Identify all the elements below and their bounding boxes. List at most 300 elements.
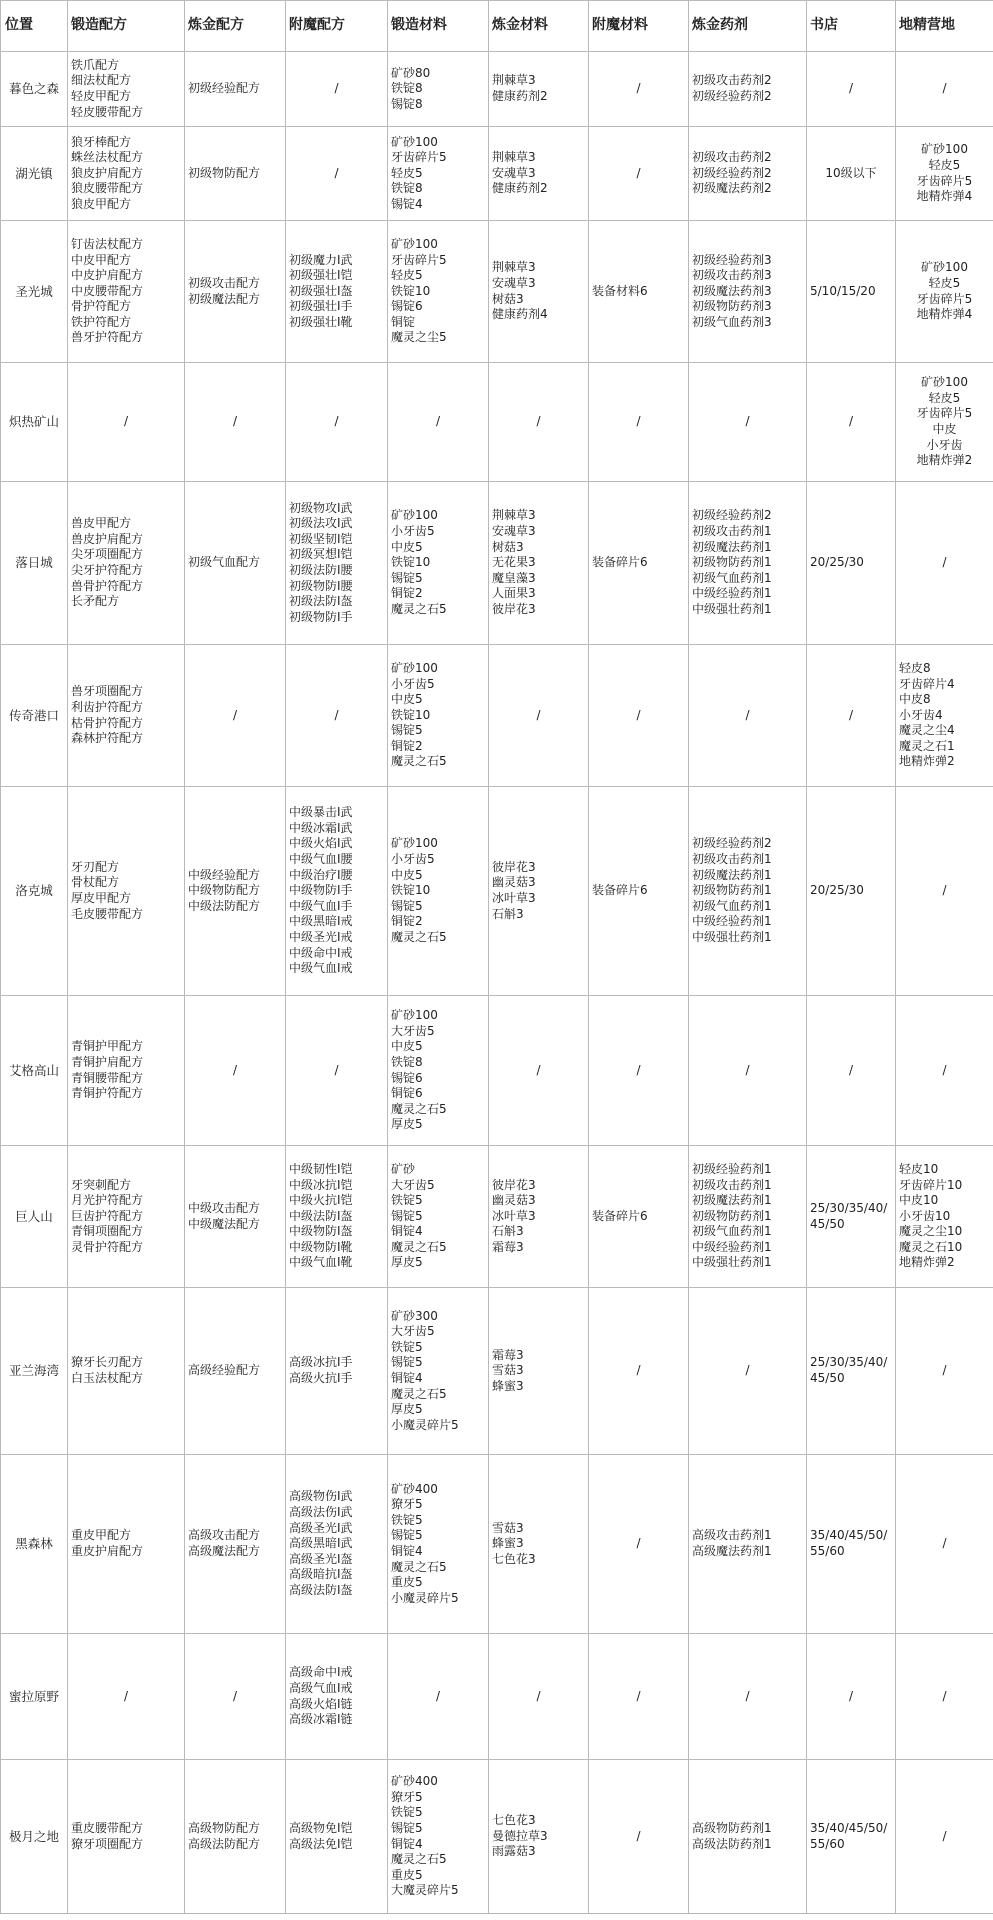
alchemy-recipe-cell bbox=[185, 221, 286, 363]
cell-line: 中级治疗I腰 bbox=[289, 867, 353, 882]
alchemy-potion-cell bbox=[689, 127, 807, 221]
cell-line: / bbox=[636, 1828, 641, 1843]
cell-line: 轻皮10 bbox=[899, 1161, 939, 1176]
cell-line: 初级魔力I武 bbox=[289, 252, 353, 267]
enchant-material-cell bbox=[589, 1634, 689, 1760]
cell-line: 铁锭5 bbox=[391, 1193, 423, 1208]
cell-line: 高级黑暗I武 bbox=[289, 1536, 353, 1551]
cell-line: 骨护符配方 bbox=[71, 299, 132, 314]
alchemy-material-cell bbox=[489, 1760, 589, 1914]
cell-line: / bbox=[942, 1536, 947, 1551]
cell-line: 重皮护肩配方 bbox=[71, 1544, 144, 1558]
location-cell: 蜜拉原野 bbox=[1, 1634, 68, 1760]
cell-line: 狼牙棒配方 bbox=[71, 134, 132, 149]
forge-material-cell bbox=[388, 482, 489, 645]
cell-line: 巨齿护符配方 bbox=[71, 1208, 144, 1223]
bookstore-cell bbox=[807, 52, 896, 127]
cell-line: 初级攻击配方 bbox=[188, 275, 261, 290]
cell-line: 高级魔法配方 bbox=[188, 1544, 261, 1558]
cell-line: 20/25/30 bbox=[810, 883, 864, 898]
bookstore-cell bbox=[807, 127, 896, 221]
location-cell: 洛克城 bbox=[1, 787, 68, 996]
cell-line: 锡锭5 bbox=[391, 570, 423, 585]
cell-line: / bbox=[232, 707, 238, 722]
cell-line: 曼德拉草3 bbox=[492, 1828, 548, 1843]
cell-line: 七色花3 bbox=[492, 1813, 536, 1828]
cell-line: 牙齿碎片5 bbox=[916, 173, 973, 188]
alchemy-material-cell bbox=[489, 1455, 589, 1634]
cell-line: 初级经验药剂2 bbox=[692, 165, 772, 180]
forge-recipe-cell bbox=[68, 482, 185, 645]
bookstore-cell bbox=[807, 996, 896, 1146]
cell-line: 中皮 bbox=[932, 422, 957, 436]
cell-line: 高级魔法药剂1 bbox=[692, 1544, 772, 1558]
cell-line: / bbox=[636, 1363, 641, 1378]
cell-line: 中级经验药剂1 bbox=[692, 586, 772, 601]
cell-line: 轻皮甲配方 bbox=[71, 89, 132, 103]
cell-line: 人面果3 bbox=[492, 586, 536, 601]
enchant-material-cell bbox=[589, 996, 689, 1146]
forge-recipe-cell bbox=[68, 221, 185, 363]
cell-line: 灵骨护符配方 bbox=[71, 1239, 144, 1254]
cell-line: 魔灵之尘5 bbox=[391, 330, 447, 345]
cell-line: 安魂草3 bbox=[492, 275, 536, 290]
cell-line: 中级气血I靴 bbox=[289, 1255, 353, 1270]
location-cell: 亚兰海湾 bbox=[1, 1288, 68, 1455]
cell-line: 獠牙5 bbox=[391, 1789, 423, 1804]
cell-line: 雨露菇3 bbox=[492, 1844, 536, 1859]
header-alchemy-recipe: 炼金配方 bbox=[185, 1, 286, 52]
cell-line: 石斛3 bbox=[492, 1224, 524, 1239]
cell-line: 矿砂100 bbox=[391, 836, 438, 851]
goblin-camp-cell bbox=[896, 482, 993, 645]
cell-line: / bbox=[636, 165, 641, 180]
goblin-camp-cell bbox=[896, 1455, 993, 1634]
cell-line: 45/50 bbox=[810, 1216, 845, 1231]
cell-line: 铁锭10 bbox=[391, 283, 431, 298]
cell-line: 矿砂100 bbox=[921, 142, 968, 157]
goblin-camp-cell bbox=[896, 221, 993, 363]
cell-line: 初级强壮I靴 bbox=[289, 314, 353, 329]
cell-line: / bbox=[942, 81, 947, 96]
cell-line: 铜锭6 bbox=[391, 1086, 423, 1101]
alchemy-potion-cell bbox=[689, 1455, 807, 1634]
cell-line: 中级魔法配方 bbox=[188, 1216, 261, 1231]
cell-line: 初级攻击药剂1 bbox=[692, 852, 772, 867]
cell-line: 矿砂100 bbox=[391, 1008, 438, 1023]
goblin-camp-cell bbox=[896, 1760, 993, 1914]
cell-line: 铁护符配方 bbox=[71, 314, 132, 329]
cell-line: 厚皮5 bbox=[391, 1117, 423, 1132]
alchemy-potion-cell bbox=[689, 645, 807, 787]
alchemy-recipe-cell bbox=[185, 787, 286, 996]
forge-material-cell bbox=[388, 221, 489, 363]
cell-line: 小牙齿4 bbox=[899, 707, 943, 722]
cell-line: 魔灵之石5 bbox=[391, 754, 447, 769]
cell-line: 55/60 bbox=[810, 1544, 845, 1558]
cell-line: 铜锭2 bbox=[391, 914, 423, 929]
cell-line: / bbox=[536, 1688, 541, 1703]
cell-line: 初级气血药剂1 bbox=[692, 1224, 772, 1239]
cell-line: / bbox=[636, 414, 641, 429]
cell-line: 高级物防药剂1 bbox=[692, 1820, 772, 1835]
alchemy-material-cell bbox=[489, 1634, 589, 1760]
cell-line: 25/30/35/40/ bbox=[810, 1200, 888, 1215]
goblin-camp-cell bbox=[896, 1634, 993, 1760]
cell-line: / bbox=[334, 1062, 339, 1077]
cell-line: 初级物防药剂1 bbox=[692, 555, 772, 570]
forge-material-cell bbox=[388, 1634, 489, 1760]
cell-line: 初级经验药剂2 bbox=[692, 836, 772, 851]
cell-line: 20/25/30 bbox=[810, 555, 864, 570]
alchemy-material-cell bbox=[489, 1288, 589, 1455]
header-row bbox=[1, 1, 993, 52]
cell-line: 骨杖配方 bbox=[71, 875, 120, 890]
cell-line: 狼皮甲配方 bbox=[71, 196, 132, 211]
enchant-material-cell bbox=[589, 787, 689, 996]
alchemy-recipe-cell bbox=[185, 1455, 286, 1634]
cell-line: 矿砂400 bbox=[391, 1774, 438, 1789]
alchemy-potion-cell bbox=[689, 363, 807, 482]
cell-line: 大魔灵碎片5 bbox=[391, 1883, 459, 1898]
cell-line: 轻皮5 bbox=[391, 268, 423, 283]
cell-line: 兽牙护符配方 bbox=[71, 330, 144, 345]
cell-line: 中级强壮药剂1 bbox=[692, 1255, 772, 1270]
cell-line: 装备碎片6 bbox=[592, 555, 648, 570]
cell-line: 初级魔法药剂3 bbox=[692, 283, 772, 298]
cell-line: / bbox=[942, 555, 947, 570]
alchemy-material-cell bbox=[489, 482, 589, 645]
enchant-material-cell bbox=[589, 221, 689, 363]
cell-line: 锡锭4 bbox=[391, 196, 423, 211]
cell-line: 中级圣光I戒 bbox=[289, 929, 353, 944]
cell-line: / bbox=[334, 707, 339, 722]
table-row bbox=[1, 996, 993, 1146]
cell-line: / bbox=[123, 1688, 129, 1703]
alchemy-potion-cell bbox=[689, 1146, 807, 1288]
alchemy-recipe-cell bbox=[185, 1146, 286, 1288]
cell-line: 霜莓3 bbox=[492, 1347, 524, 1362]
cell-line: 初级经验配方 bbox=[188, 81, 261, 96]
table-row bbox=[1, 221, 993, 363]
cell-line: 魔灵之石5 bbox=[391, 601, 447, 616]
location-cell: 巨人山 bbox=[1, 1146, 68, 1288]
forge-recipe-cell bbox=[68, 645, 185, 787]
cell-line: 锡锭5 bbox=[391, 1355, 423, 1370]
cell-line: 中级韧性I铠 bbox=[289, 1161, 353, 1176]
cell-line: 35/40/45/50/ bbox=[810, 1820, 888, 1835]
cell-line: 铜锭2 bbox=[391, 586, 423, 601]
forge-recipe-cell bbox=[68, 1760, 185, 1914]
enchant-recipe-cell bbox=[286, 221, 388, 363]
cell-line: 中皮5 bbox=[391, 1039, 423, 1054]
cell-line: 地精炸弹2 bbox=[899, 754, 955, 769]
cell-line: 矿砂100 bbox=[921, 375, 968, 390]
cell-line: 幽灵菇3 bbox=[492, 1193, 536, 1208]
cell-line: 轻皮腰带配方 bbox=[71, 104, 144, 119]
cell-line: 铁锭5 bbox=[391, 1805, 423, 1820]
cell-line: 中皮5 bbox=[391, 539, 423, 554]
cell-line: / bbox=[745, 414, 750, 429]
enchant-material-cell bbox=[589, 1146, 689, 1288]
cell-line: 中级火焰I武 bbox=[289, 836, 353, 851]
cell-line: 月光护符配方 bbox=[71, 1193, 144, 1208]
bookstore-cell bbox=[807, 363, 896, 482]
goblin-camp-cell bbox=[896, 127, 993, 221]
cell-line: 雪菇3 bbox=[492, 1520, 524, 1535]
cell-line: 獠牙5 bbox=[391, 1497, 423, 1512]
cell-line: 白玉法杖配方 bbox=[71, 1371, 144, 1385]
cell-line: 高级暗抗I盔 bbox=[289, 1567, 353, 1582]
cell-line: 小魔灵碎片5 bbox=[391, 1417, 459, 1432]
cell-line: 铁锭10 bbox=[391, 555, 431, 570]
cell-line: 健康药剂4 bbox=[492, 307, 548, 322]
cell-line: / bbox=[536, 1062, 541, 1077]
cell-line: 中皮腰带配方 bbox=[71, 283, 144, 298]
cell-line: 轻皮5 bbox=[928, 275, 961, 290]
bookstore-cell bbox=[807, 787, 896, 996]
cell-line: 锡锭8 bbox=[391, 96, 423, 111]
cell-line: 矿砂100 bbox=[391, 134, 438, 149]
cell-line: 兽骨护符配方 bbox=[71, 578, 144, 593]
cell-line: 小牙齿10 bbox=[899, 1208, 951, 1223]
enchant-material-cell bbox=[589, 482, 689, 645]
cell-line: 蜂蜜3 bbox=[492, 1378, 524, 1393]
header-goblin-camp: 地精营地 bbox=[896, 1, 993, 52]
alchemy-recipe-cell bbox=[185, 1634, 286, 1760]
cell-line: 蛛丝法杖配方 bbox=[71, 150, 144, 165]
cell-line: 森林护符配方 bbox=[71, 731, 144, 746]
cell-line: 铁锭5 bbox=[391, 1339, 423, 1354]
goblin-camp-cell bbox=[896, 645, 993, 787]
table-row bbox=[1, 1455, 993, 1634]
cell-line: 中级法防I盔 bbox=[289, 1208, 353, 1223]
cell-line: 中皮5 bbox=[391, 867, 423, 882]
cell-line: 牙齿碎片5 bbox=[391, 150, 447, 165]
cell-line: 锡锭5 bbox=[391, 723, 423, 738]
cell-line: 魔灵之石5 bbox=[391, 1852, 447, 1867]
forge-recipe-cell bbox=[68, 1146, 185, 1288]
bookstore-cell bbox=[807, 482, 896, 645]
goblin-camp-cell bbox=[896, 52, 993, 127]
cell-line: / bbox=[435, 414, 441, 429]
alchemy-material-cell bbox=[489, 127, 589, 221]
forge-recipe-cell bbox=[68, 1634, 185, 1760]
cell-line: 锡锭5 bbox=[391, 1528, 423, 1543]
cell-line: / bbox=[636, 81, 641, 96]
cell-line: 高级法防药剂1 bbox=[692, 1836, 772, 1851]
cell-line: / bbox=[232, 414, 238, 429]
cell-line: 兽皮护肩配方 bbox=[71, 531, 144, 546]
cell-line: 25/30/35/40/ bbox=[810, 1355, 888, 1370]
cell-line: 树菇3 bbox=[492, 539, 524, 554]
enchant-recipe-cell bbox=[286, 1634, 388, 1760]
forge-material-cell bbox=[388, 1455, 489, 1634]
bookstore-cell bbox=[807, 1288, 896, 1455]
location-cell: 极月之地 bbox=[1, 1760, 68, 1914]
cell-line: 高级物伤I武 bbox=[289, 1489, 353, 1504]
cell-line: 初级物攻I武 bbox=[289, 500, 353, 515]
cell-line: 兽牙项圈配方 bbox=[71, 684, 144, 699]
cell-line: 中皮甲配方 bbox=[71, 252, 132, 267]
cell-line: 安魂草3 bbox=[492, 524, 536, 539]
header-alchemy-material: 炼金材料 bbox=[489, 1, 589, 52]
cell-line: 高级冰抗I手 bbox=[289, 1355, 353, 1370]
cell-line: 彼岸花3 bbox=[492, 1177, 536, 1192]
cell-line: 初级物防I手 bbox=[289, 609, 353, 624]
alchemy-potion-cell bbox=[689, 1634, 807, 1760]
cell-line: 牙突刺配方 bbox=[71, 1177, 132, 1192]
enchant-recipe-cell bbox=[286, 127, 388, 221]
cell-line: 初级攻击药剂2 bbox=[692, 73, 772, 88]
table-row bbox=[1, 363, 993, 482]
location-cell: 落日城 bbox=[1, 482, 68, 645]
cell-line: 中皮5 bbox=[391, 692, 423, 707]
cell-line: 中级强壮药剂1 bbox=[692, 929, 772, 944]
alchemy-recipe-cell bbox=[185, 996, 286, 1146]
cell-line: 健康药剂2 bbox=[492, 181, 548, 196]
cell-line: 中级冰抗I铠 bbox=[289, 1177, 353, 1192]
cell-line: / bbox=[942, 1062, 947, 1077]
cell-line: / bbox=[848, 1062, 854, 1077]
cell-line: 高级火抗I手 bbox=[289, 1371, 353, 1385]
cell-line: 尖牙护符配方 bbox=[71, 563, 144, 577]
alchemy-material-cell bbox=[489, 221, 589, 363]
cell-line: 荆棘草3 bbox=[492, 73, 536, 88]
cell-line: 魔灵之尘10 bbox=[899, 1224, 963, 1239]
enchant-recipe-cell bbox=[286, 996, 388, 1146]
cell-line: 铜锭4 bbox=[391, 1224, 423, 1239]
cell-line: / bbox=[123, 414, 129, 429]
cell-line: 锡锭5 bbox=[391, 1820, 423, 1835]
cell-line: 中级物防I手 bbox=[289, 883, 353, 898]
header-location: 位置 bbox=[1, 1, 68, 52]
cell-line: 初级气血药剂1 bbox=[692, 570, 772, 585]
alchemy-potion-cell bbox=[689, 1760, 807, 1914]
forge-recipe-cell bbox=[68, 996, 185, 1146]
cell-line: 5/10/15/20 bbox=[810, 283, 876, 298]
table-row bbox=[1, 1146, 993, 1288]
cell-line: 利齿护符配方 bbox=[71, 699, 144, 714]
cell-line: 荆棘草3 bbox=[492, 508, 536, 523]
cell-line: 尖牙项圈配方 bbox=[71, 547, 144, 562]
alchemy-potion-cell bbox=[689, 1288, 807, 1455]
cell-line: 高级圣光I盔 bbox=[289, 1551, 353, 1566]
enchant-material-cell bbox=[589, 1760, 689, 1914]
cell-line: 初级攻击药剂1 bbox=[692, 1177, 772, 1192]
cell-line: 装备材料6 bbox=[592, 283, 648, 298]
alchemy-recipe-cell bbox=[185, 645, 286, 787]
cell-line: / bbox=[745, 1062, 750, 1077]
header-bookstore: 书店 bbox=[807, 1, 896, 52]
alchemy-material-cell bbox=[489, 645, 589, 787]
cell-line: 铁锭8 bbox=[391, 1054, 423, 1069]
enchant-material-cell bbox=[589, 1288, 689, 1455]
cell-line: 幽灵菇3 bbox=[492, 875, 536, 890]
cell-line: 初级物防药剂1 bbox=[692, 883, 772, 898]
forge-recipe-cell bbox=[68, 1288, 185, 1455]
cell-line: 无花果3 bbox=[492, 555, 536, 570]
cell-line: / bbox=[232, 1062, 238, 1077]
table-row bbox=[1, 1634, 993, 1760]
forge-material-cell bbox=[388, 1760, 489, 1914]
cell-line: 锡锭5 bbox=[391, 898, 423, 913]
cell-line: 狼皮腰带配方 bbox=[71, 181, 144, 196]
cell-line: 中级法防配方 bbox=[188, 898, 261, 913]
cell-line: 初级气血配方 bbox=[188, 555, 261, 570]
cell-line: / bbox=[848, 81, 854, 96]
cell-line: 初级经验药剂1 bbox=[692, 1161, 772, 1176]
cell-line: 小牙齿5 bbox=[391, 676, 435, 691]
cell-line: 矿砂100 bbox=[391, 236, 438, 251]
cell-line: 青铜护符配方 bbox=[71, 1086, 144, 1101]
goblin-camp-cell bbox=[896, 787, 993, 996]
forge-material-cell bbox=[388, 127, 489, 221]
cell-line: 中级物防配方 bbox=[188, 883, 261, 898]
cell-line: 初级冥想I铠 bbox=[289, 547, 353, 562]
cell-line: 初级气血药剂1 bbox=[692, 898, 772, 913]
cell-line: 装备碎片6 bbox=[592, 883, 648, 898]
cell-line: / bbox=[334, 414, 339, 429]
cell-line: 中级强壮药剂1 bbox=[692, 601, 772, 616]
alchemy-potion-cell bbox=[689, 787, 807, 996]
bookstore-cell bbox=[807, 1634, 896, 1760]
enchant-material-cell bbox=[589, 363, 689, 482]
cell-line: 45/50 bbox=[810, 1371, 845, 1385]
cell-line: / bbox=[942, 1363, 947, 1378]
cell-line: 中级黑暗I戒 bbox=[289, 914, 353, 929]
goblin-camp-cell bbox=[896, 1146, 993, 1288]
cell-line: 高级冰霜I链 bbox=[289, 1712, 353, 1727]
forge-material-cell bbox=[388, 996, 489, 1146]
cell-line: 铁锭5 bbox=[391, 1512, 423, 1527]
cell-line: 石斛3 bbox=[492, 906, 524, 921]
enchant-recipe-cell bbox=[286, 363, 388, 482]
cell-line: 兽皮甲配方 bbox=[71, 516, 132, 531]
cell-line: 重皮5 bbox=[391, 1867, 423, 1882]
cell-line: 高级圣光I武 bbox=[289, 1520, 353, 1535]
header-forge-material: 锻造材料 bbox=[388, 1, 489, 52]
cell-line: 大牙齿5 bbox=[391, 1177, 435, 1192]
cell-line: 毛皮腰带配方 bbox=[71, 906, 144, 921]
cell-line: 大牙齿5 bbox=[391, 1324, 435, 1339]
cell-line: 中皮10 bbox=[899, 1193, 939, 1208]
cell-line: / bbox=[536, 707, 541, 722]
cell-line: 初级经验药剂3 bbox=[692, 252, 772, 267]
location-cell: 黑森林 bbox=[1, 1455, 68, 1634]
goblin-camp-cell bbox=[896, 996, 993, 1146]
cell-line: 中级经验药剂1 bbox=[692, 914, 772, 929]
alchemy-material-cell bbox=[489, 996, 589, 1146]
cell-line: 中级气血I腰 bbox=[289, 852, 353, 867]
alchemy-material-cell bbox=[489, 363, 589, 482]
alchemy-recipe-cell bbox=[185, 52, 286, 127]
cell-line: 高级法免I铠 bbox=[289, 1836, 353, 1851]
forge-material-cell bbox=[388, 1146, 489, 1288]
cell-line: 中级经验药剂1 bbox=[692, 1239, 772, 1254]
cell-line: 钉齿法杖配方 bbox=[71, 236, 144, 251]
enchant-recipe-cell bbox=[286, 787, 388, 996]
cell-line: / bbox=[536, 414, 541, 429]
location-cell: 湖光镇 bbox=[1, 127, 68, 221]
cell-line: / bbox=[745, 1363, 750, 1378]
cell-line: 矿砂100 bbox=[391, 660, 438, 675]
table-row bbox=[1, 52, 993, 127]
cell-line: 初级魔法药剂1 bbox=[692, 1193, 772, 1208]
alchemy-potion-cell bbox=[689, 996, 807, 1146]
table-row bbox=[1, 127, 993, 221]
cell-line: 矿砂 bbox=[391, 1161, 416, 1176]
